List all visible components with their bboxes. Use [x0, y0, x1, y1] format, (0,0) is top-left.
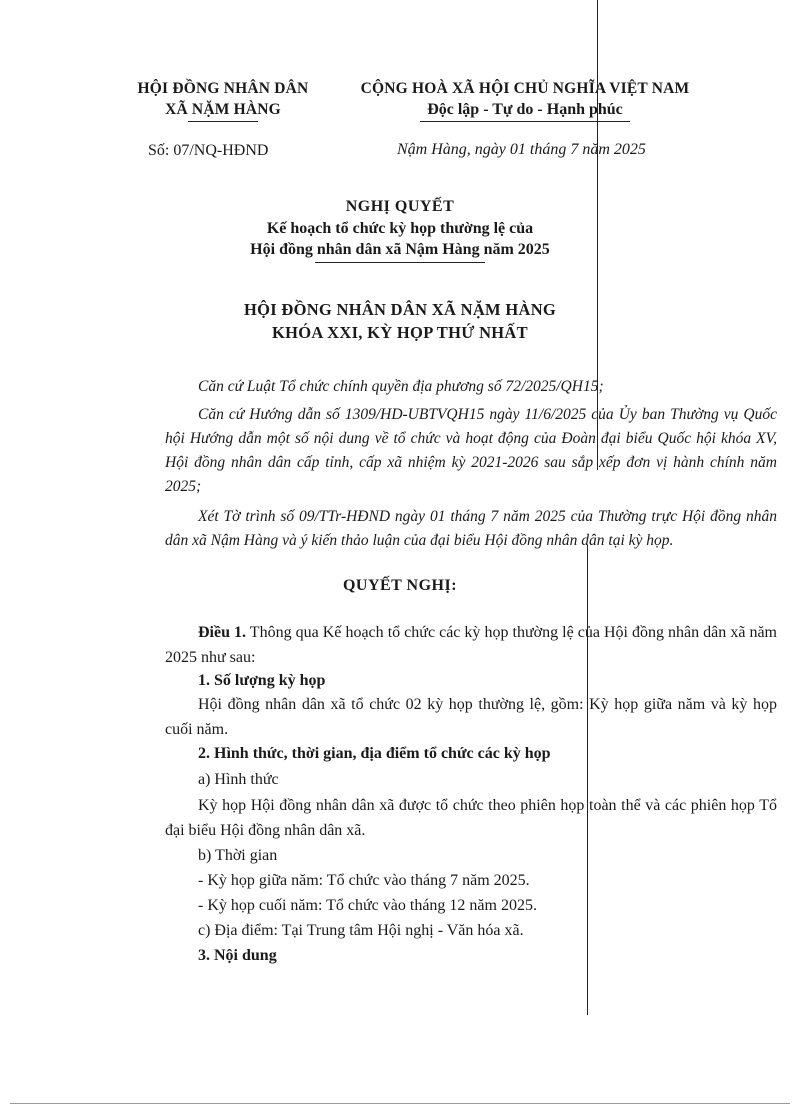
section-2-title: 2. Hình thức, thời gian, địa điểm tổ chức các kỳ họp: [198, 745, 551, 762]
section-2b-item-2: - Kỳ họp cuối năm: Tổ chức vào tháng 12 năm 2025.: [198, 897, 537, 914]
section-3-title: 3. Nội dung: [198, 947, 277, 964]
title-underline: [315, 262, 485, 263]
national-title: [330, 78, 720, 122]
title-sub-line2: Hội đồng nhân dân xã Nậm Hàng năm 2025: [250, 241, 550, 258]
title-sub-line1: Kế hoạch tổ chức kỳ họp thường lệ của: [266, 220, 534, 237]
section-2b-heading: b) Thời gian: [198, 847, 278, 864]
legal-basis-2: Căn cứ Hướng dẫn số 1309/HD-UBTVQH15 ngày 11/6/2025 của Ủy ban Thường vụ Quốc hội Hướng dẫn một số nội dung về tổ chức và hoạt động của Đoàn đại biểu Quốc hội khóa XV, Hội đồng nhân dân cấp tỉnh, cấp xã nhiệm kỳ 2021-2026 sau sắp xếp đơn vị hành chính năm 2025;: [165, 406, 777, 495]
org-name-line1: HỘI ĐỒNG NHÂN DÂN: [137, 80, 309, 97]
issuing-organization: [118, 78, 328, 122]
section-1-text: Hội đồng nhân dân xã tổ chức 02 kỳ họp thường lệ, gồm: Kỳ họp giữa năm và kỳ họp cuối năm.: [165, 696, 777, 738]
article-1: [165, 620, 777, 670]
org-name-line2: XÃ NẶM HÀNG: [165, 101, 281, 118]
document-number: Số: 07/NQ-HĐND: [148, 142, 269, 159]
council-name: HỘI ĐỒNG NHÂN DÂN XÃ NẶM HÀNG: [243, 300, 557, 319]
section-2c: c) Địa điểm: Tại Trung tâm Hội nghị - Văn hóa xã.: [198, 922, 524, 939]
legal-basis-1: Căn cứ Luật Tổ chức chính quyền địa phương số 72/2025/QH15;: [198, 378, 604, 395]
article-1-label: Điều 1.: [198, 624, 247, 641]
section-2a-heading: a) Hình thức: [198, 771, 279, 788]
section-2a-text: Kỳ họp Hội đồng nhân dân xã được tổ chức theo phiên họp toàn thể và các phiên họp Tổ đại biểu Hội đồng nhân dân xã.: [165, 797, 777, 839]
resolution-title: [0, 196, 800, 263]
scan-artifact-line: [10, 1103, 790, 1104]
section-2b-item-1: - Kỳ họp giữa năm: Tổ chức vào tháng 7 năm 2025.: [198, 872, 530, 889]
legal-basis-3: Xét Tờ trình số 09/TTr-HĐND ngày 01 tháng 7 năm 2025 của Thường trực Hội đồng nhân dân xã Nậm Hàng và ý kiến thảo luận của đại biểu Hội đồng nhân dân tại kỳ họp.: [165, 508, 777, 549]
decision-heading: QUYẾT NGHỊ:: [342, 577, 458, 594]
title-main: NGHỊ QUYẾT: [345, 198, 455, 215]
org-underline: [188, 121, 258, 122]
place-date: Nậm Hàng, ngày 01 tháng 7 năm 2025: [397, 141, 646, 158]
motto-underline: [420, 121, 630, 122]
council-heading: [0, 298, 800, 344]
section-1-title: 1. Số lượng kỳ họp: [198, 672, 326, 689]
article-1-text: Thông qua Kế hoạch tổ chức các kỳ họp thường lệ của Hội đồng nhân dân xã năm 2025 như sau:: [165, 624, 778, 666]
national-motto: Độc lập - Tự do - Hạnh phúc: [427, 101, 623, 118]
nation-name: CỘNG HOÀ XÃ HỘI CHỦ NGHĨA VIỆT NAM: [360, 80, 690, 97]
council-session: KHÓA XXI, KỲ HỌP THỨ NHẤT: [272, 323, 528, 342]
